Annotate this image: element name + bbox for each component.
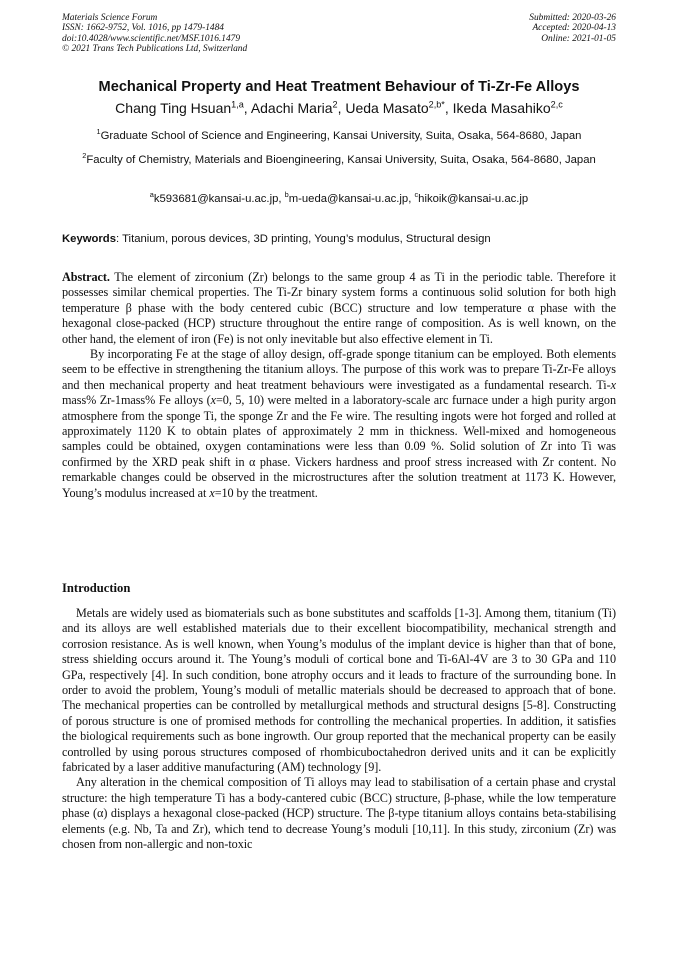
abstract-text: By incorporating Fe at the stage of alloy design, off-grade sponge titanium can be employed. Both elements seem to be effective in strengthening the titanium alloys. The purpose of this work was to prepare Ti-Zr-Fe alloys and then mechanical property and heat treatment behaviours were investigated as a fundamental research. Ti- <box>62 347 616 392</box>
keywords-label: Keywords <box>62 233 116 245</box>
keywords <box>62 233 622 245</box>
affiliation-2 <box>62 152 616 170</box>
paper-title: Mechanical Property and Heat Treatment Behaviour of Ti-Zr-Fe Alloys <box>98 79 580 95</box>
author-affiliation-mark: 2,b* <box>428 99 445 110</box>
abstract-label: Abstract. <box>62 270 110 284</box>
introduction-heading: Introduction <box>62 581 131 595</box>
journal-copyright: © 2021 Trans Tech Publications Ltd, Switzerland <box>62 43 248 54</box>
introduction-paragraph: Any alteration in the chemical composition of Ti alloys may lead to stabilisation of a certain phase and crystal structure: the high temperature Ti has a body-cantered cubic (BCC) structure, β-phase, while the low temperature phase (α) displays a hexagonal close-packed (HCP) structure. The β-type titanium alloys contains beta-stabilising elements (e.g. Nb, Ta and Zr), which tend to decrease Young’s moduli [10,11]. In this study, zirconium (Zr) was chosen from non-allergic and non-toxic <box>62 775 616 852</box>
abstract-text: =0, 5, 10) were melted in a laboratory-scale arc furnace under a high purity argon atmosphere from the sponge Ti, the sponge Zr and the Fe wire. The resulting ingots were hot forged and rolled at approximately 1120 K to obtain plates of approximately 2 mm in thickness. Well-mixed and homogeneous samples could be obtained, oxygen contaminations were less than 0.09 %. Solid solution of Zr into Ti was confirmed by the XRD peak shift in α phase. Vickers hardness and proof stress increased with Zr content. No remarkable changes could be observed in the microstructures after the solution treatment at 1173 K. However, Young’s modulus increased at <box>62 393 616 500</box>
journal-name: Materials Science Forum <box>62 13 158 23</box>
affiliation-mark: 1 <box>96 127 101 137</box>
affiliation-1 <box>62 128 616 146</box>
email-address[interactable]: m-ueda@kansai-u.ac.jp <box>288 193 409 205</box>
variable-x: x <box>210 393 216 408</box>
email-address[interactable]: k593681@kansai-u.ac.jp <box>153 193 279 205</box>
author-name: Chang Ting Hsuan <box>115 100 232 116</box>
abstract <box>62 270 616 501</box>
email-mark: a <box>149 190 154 200</box>
author-list: Chang Ting Hsuan$^{1,a}$, Adachi Maria$^2$, Ueda Masato$^{2,b*}$, Ikeda Masahiko$^{2,c}$ <box>115 99 563 116</box>
accepted-date: Accepted: 2020-04-13 <box>532 23 616 34</box>
author-name: Ueda Masato <box>345 100 429 116</box>
author-name: Adachi Maria <box>250 100 333 116</box>
author-affiliation-mark: 1,a <box>231 99 244 110</box>
introduction-paragraph: Metals are widely used as biomaterials such as bone substitutes and scaffolds [1-3]. Among them, titanium (Ti) and its alloys are well established materials due to their excellent biocompatibility, mechanical strength and corrosion resistance. As is well known, when Young’s modulus of the implant device is higher than that of bone, stress shielding occurs around it. The Young’s moduli of cortical bone and Ti-6Al-4V are 3 to 30 GPa and 110 GPa, respectively [4]. In such condition, bone atrophy occurs and it leads to fracture of the surrounding bone. In order to avoid the problem, Young’s moduli of metallic materials should be decreased to approach that of bone. The mechanical properties can be controlled by metallurgical methods and structural designs [5-8]. Constructing of porous structure is one of promised methods for controlling the mechanical properties. In addition, it satisfies the biological requirements such as bone ingrowth. Our group reported that the mechanical property can be easily controlled by using porous structures composed of rhombicuboctahedron derived units and it can be explicitly fabricated by a laser additive manufacturing (AM) technology [9]. <box>62 606 616 775</box>
author-affiliation-mark: 2 <box>332 99 338 110</box>
email-mark: b <box>284 190 289 200</box>
abstract-text: =10 by the treatment. <box>214 485 318 500</box>
author-name: Ikeda Masahiko <box>452 100 551 116</box>
abstract-text: The element of zirconium (Zr) belongs to the same group 4 as Ti in the periodic table. Therefore it possesses similar chemical properties. The Ti-Zr binary system forms a continuous solid solution for both high temperature β phase with the body centered cubic (BCC) structure and low temperature α phase with the hexagonal close-packed (HCP) structure throughout the entire range of composition. As is well known, on the other hand, the element of iron (Fe) is not only inevitable but also effective element in Ti. <box>62 270 616 346</box>
submitted-date: Submitted: 2020-03-26 <box>529 13 616 23</box>
affiliation-mark: 2 <box>82 151 87 161</box>
online-date: Online: 2021-01-05 <box>541 33 616 44</box>
affiliation-text: Graduate School of Science and Engineering, Kansai University, Suita, Osaka, 564-8680, Japan <box>100 130 582 142</box>
keywords-text: : Titanium, porous devices, 3D printing, Young’s modulus, Structural design <box>116 233 491 245</box>
variable-x: x <box>610 377 616 392</box>
abstract-paragraph <box>62 347 616 501</box>
email-mark: c <box>414 190 419 200</box>
abstract-text: mass% Zr-1mass% Fe alloys ( <box>62 393 211 408</box>
journal-issn: ISSN: 1662-9752, Vol. 1016, pp 1479-1484 <box>62 23 224 34</box>
introduction-body <box>62 606 616 853</box>
submission-dates <box>529 13 616 44</box>
variable-x: x <box>209 485 215 500</box>
journal-doi[interactable]: doi:10.4028/www.scientific.net/MSF.1016.1479 <box>62 33 241 44</box>
journal-info <box>62 13 247 54</box>
email-address[interactable]: hikoik@kansai-u.ac.jp <box>418 193 529 205</box>
author-affiliation-mark: 2,c <box>550 99 563 110</box>
affiliation-text: Faculty of Chemistry, Materials and Bioengineering, Kansai University, Suita, Osaka, 564-8680, Japan <box>86 154 596 166</box>
email-list: $^a$k593681@kansai-u.ac.jp, $^b$m-ueda@kansai-u.ac.jp, $^c$hikoik@kansai-u.ac.jp <box>149 190 529 205</box>
abstract-paragraph <box>62 270 616 347</box>
